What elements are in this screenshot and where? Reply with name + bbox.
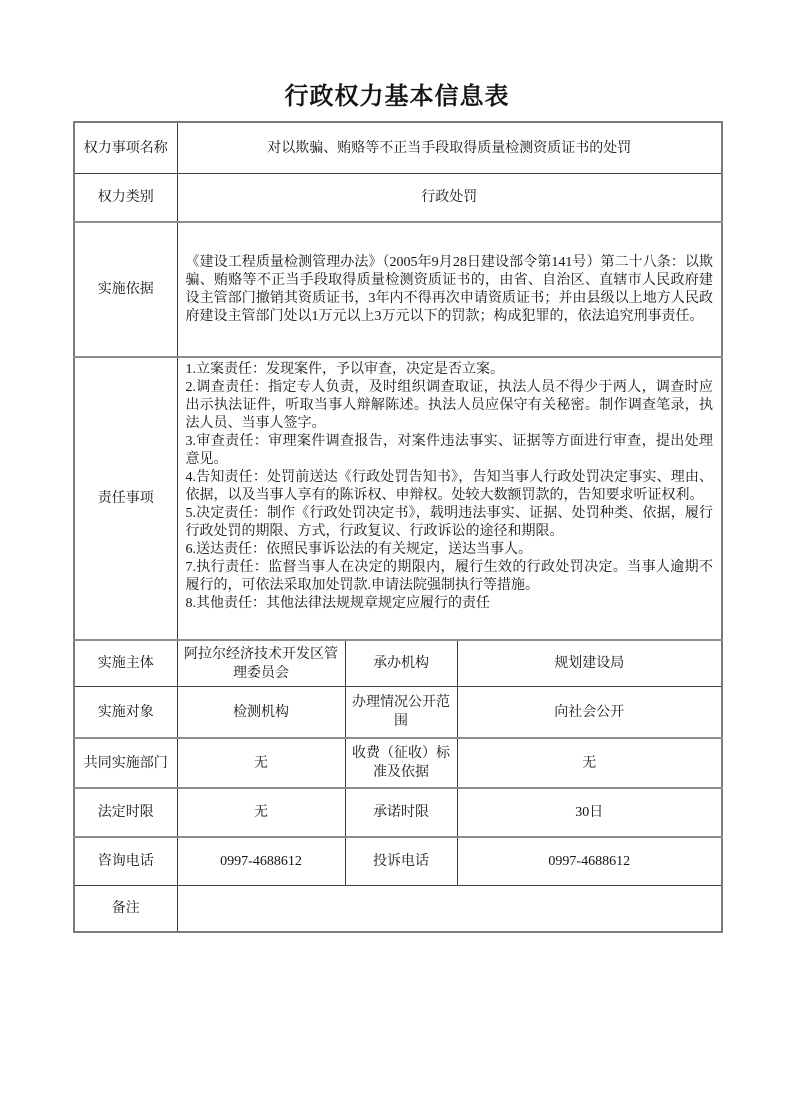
row-phone xyxy=(74,837,722,886)
promised-limit-value: 30日 xyxy=(457,788,722,837)
row-remark xyxy=(74,886,722,933)
item-name-value: 对以欺骗、贿赂等不正当手段取得质量检测资质证书的处罚 xyxy=(177,122,722,174)
joint-value: 无 xyxy=(177,738,345,788)
duty-item-8: 8.其他责任：其他法律法规规章规定应履行的责任 xyxy=(185,596,490,611)
target-value: 检测机构 xyxy=(177,687,345,739)
row-category xyxy=(74,174,722,223)
basis-label: 实施依据 xyxy=(74,222,177,357)
fee-standard-label: 收费（征收）标准及依据 xyxy=(345,738,457,788)
complaint-phone-label: 投诉电话 xyxy=(345,837,457,886)
subject-value: 阿拉尔经济技术开发区管理委员会 xyxy=(177,640,345,687)
basis-value: 《建设工程质量检测管理办法》（2005年9月28日建设部令第141号）第二十八条：以欺骗、贿赂等不正当手段取得质量检测资质证书的，由省、自治区、直辖市人民政府建设主管部门撤销其资质证书，3年内不得再次申请资质证书；并由县级以上地方人民政府建设主管部门处以1万元以上3万元以下的罚款；构成犯罪的，依法追究刑事责任。 xyxy=(177,222,722,357)
remark-label: 备注 xyxy=(74,886,177,933)
category-value: 行政处罚 xyxy=(177,174,722,223)
row-joint xyxy=(74,738,722,788)
consult-phone-label: 咨询电话 xyxy=(74,837,177,886)
duty-item-1: 1.立案责任：发现案件，予以审查，决定是否立案。 xyxy=(185,362,504,377)
item-name-label: 权力事项名称 xyxy=(74,122,177,174)
row-subject xyxy=(74,640,722,687)
category-label: 权力类别 xyxy=(74,174,177,223)
page-title: 行政权力基本信息表 xyxy=(284,84,510,110)
duty-item-3: 3.审查责任：审理案件调查报告，对案件违法事实、证据等方面进行审查，提出处理意见。 xyxy=(185,434,714,467)
subject-label: 实施主体 xyxy=(74,640,177,687)
duty-item-4: 4.告知责任：处罚前送达《行政处罚告知书》，告知当事人行政处罚决定事实、理由、依据，以及当事人享有的陈诉权、申辩权。处较大数额罚款的，告知要求听证权利。 xyxy=(185,470,714,503)
joint-label: 共同实施部门 xyxy=(74,738,177,788)
disclosure-scope-label: 办理情况公开范围 xyxy=(345,687,457,739)
promised-limit-label: 承诺时限 xyxy=(345,788,457,837)
row-basis xyxy=(74,222,722,357)
duty-value xyxy=(177,357,722,640)
row-duty xyxy=(74,357,722,640)
statutory-limit-label: 法定时限 xyxy=(74,788,177,837)
row-target xyxy=(74,687,722,739)
target-label: 实施对象 xyxy=(74,687,177,739)
row-statutory xyxy=(74,788,722,837)
duty-label: 责任事项 xyxy=(74,357,177,640)
disclosure-scope-value: 向社会公开 xyxy=(457,687,722,739)
statutory-limit-value: 无 xyxy=(177,788,345,837)
row-item-name xyxy=(74,122,722,174)
consult-phone-value: 0997-4688612 xyxy=(177,837,345,886)
undertaker-label: 承办机构 xyxy=(345,640,457,687)
undertaker-value: 规划建设局 xyxy=(457,640,722,687)
duty-item-6: 6.送达责任：依照民事诉讼法的有关规定，送达当事人。 xyxy=(185,542,532,557)
remark-value xyxy=(177,886,722,933)
duty-item-5: 5.决定责任：制作《行政处罚决定书》，载明违法事实、证据、处罚种类、依据，履行行政处罚的期限、方式，行政复议、行政诉讼的途径和期限。 xyxy=(185,506,714,539)
info-table xyxy=(73,121,723,933)
duty-item-7: 7.执行责任：监督当事人在决定的期限内，履行生效的行政处罚决定。当事人逾期不履行的，可依法采取加处罚款.申请法院强制执行等措施。 xyxy=(185,560,714,593)
complaint-phone-value: 0997-4688612 xyxy=(457,837,722,886)
duty-item-2: 2.调查责任：指定专人负责，及时组织调查取证，执法人员不得少于两人，调查时应出示执法证件，听取当事人辩解陈述。执法人员应保守有关秘密。制作调查笔录，执法人员、当事人签字。 xyxy=(185,380,714,431)
fee-standard-value: 无 xyxy=(457,738,722,788)
